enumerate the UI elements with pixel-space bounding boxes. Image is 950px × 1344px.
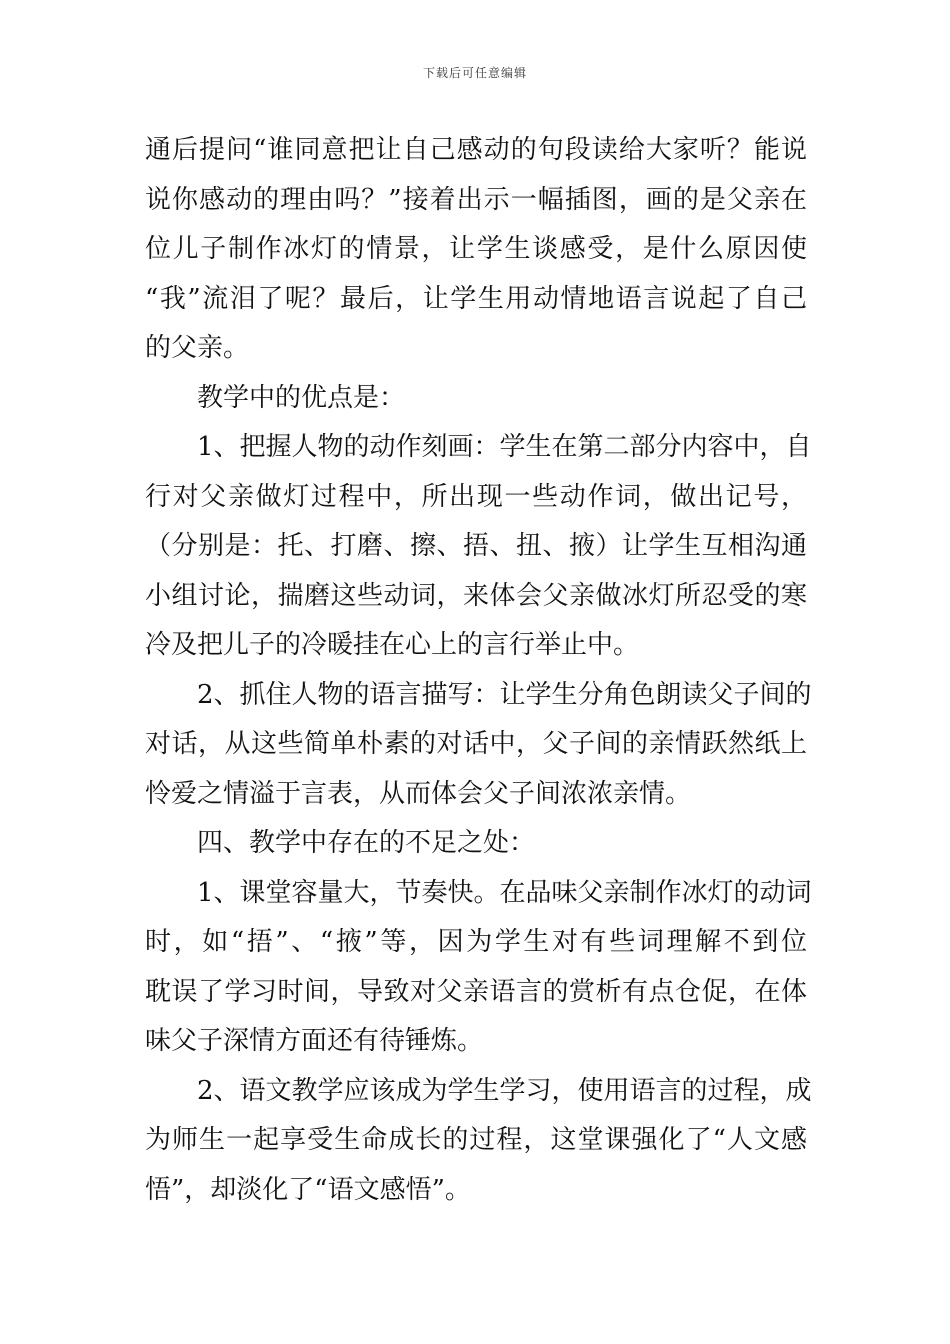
text-line: 冷及把儿子的冷暖挂在心上的言行举止中。 <box>145 630 640 660</box>
text-line: 的父亲。 <box>145 333 250 363</box>
body-text <box>145 126 812 1215</box>
text-line: 为师生一起享受生命成长的过程，这堂课强化了“人文感 <box>145 1125 807 1155</box>
text-line: 位儿子制作冰灯的情景，让学生谈感受，是什么原因使 <box>145 234 807 264</box>
text-line: 通后提问“谁同意把让自己感动的句段读给大家听？能说 <box>145 135 807 165</box>
header-note: 下载后可任意编辑 <box>422 66 527 80</box>
text-line: 1、把握人物的动作刻画：学生在第二部分内容中，自 <box>197 432 812 462</box>
text-line: 2、语文教学应该成为学生学习，使用语言的过程，成 <box>197 1075 812 1106</box>
text-line: 行对父亲做灯过程中，所出现一些动作词，做出记号， <box>145 481 807 512</box>
text-line: （分别是：托、打磨、擦、捂、扭、掖）让学生互相沟通 <box>145 531 807 561</box>
text-line: 小组讨论，揣磨这些动词，来体会父亲做冰灯所忍受的寒 <box>145 580 807 611</box>
text-line: 味父子深情方面还有待锤炼。 <box>145 1026 484 1056</box>
text-line: 对话，从这些简单朴素的对话中，父子间的亲情跃然纸上 <box>145 729 807 759</box>
text-line: 说你感动的理由吗？”接着出示一幅插图，画的是父亲在 <box>145 184 807 215</box>
text-line: “我”流泪了呢？最后，让学生用动情地语言说起了自己 <box>145 283 807 314</box>
text-line: 1、课堂容量大，节奏快。在品味父亲制作冰灯的动词 <box>197 877 812 908</box>
text-line: 时，如“捂”、“掖”等，因为学生对有些词理解不到位 <box>145 927 807 957</box>
text-line: 怜爱之情溢于言表，从而体会父子间浓浓亲情。 <box>145 778 692 809</box>
text-line: 悟”，却淡化了“语文感悟”。 <box>145 1174 471 1205</box>
text-line: 2、抓住人物的语言描写：让学生分角色朗读父子间的 <box>197 679 812 710</box>
text-line: 教学中的优点是： <box>197 382 406 413</box>
text-line: 四、教学中存在的不足之处： <box>197 828 536 858</box>
text-line: 耽误了学习时间，导致对父亲语言的赏析有点仓促，在体 <box>145 976 807 1007</box>
